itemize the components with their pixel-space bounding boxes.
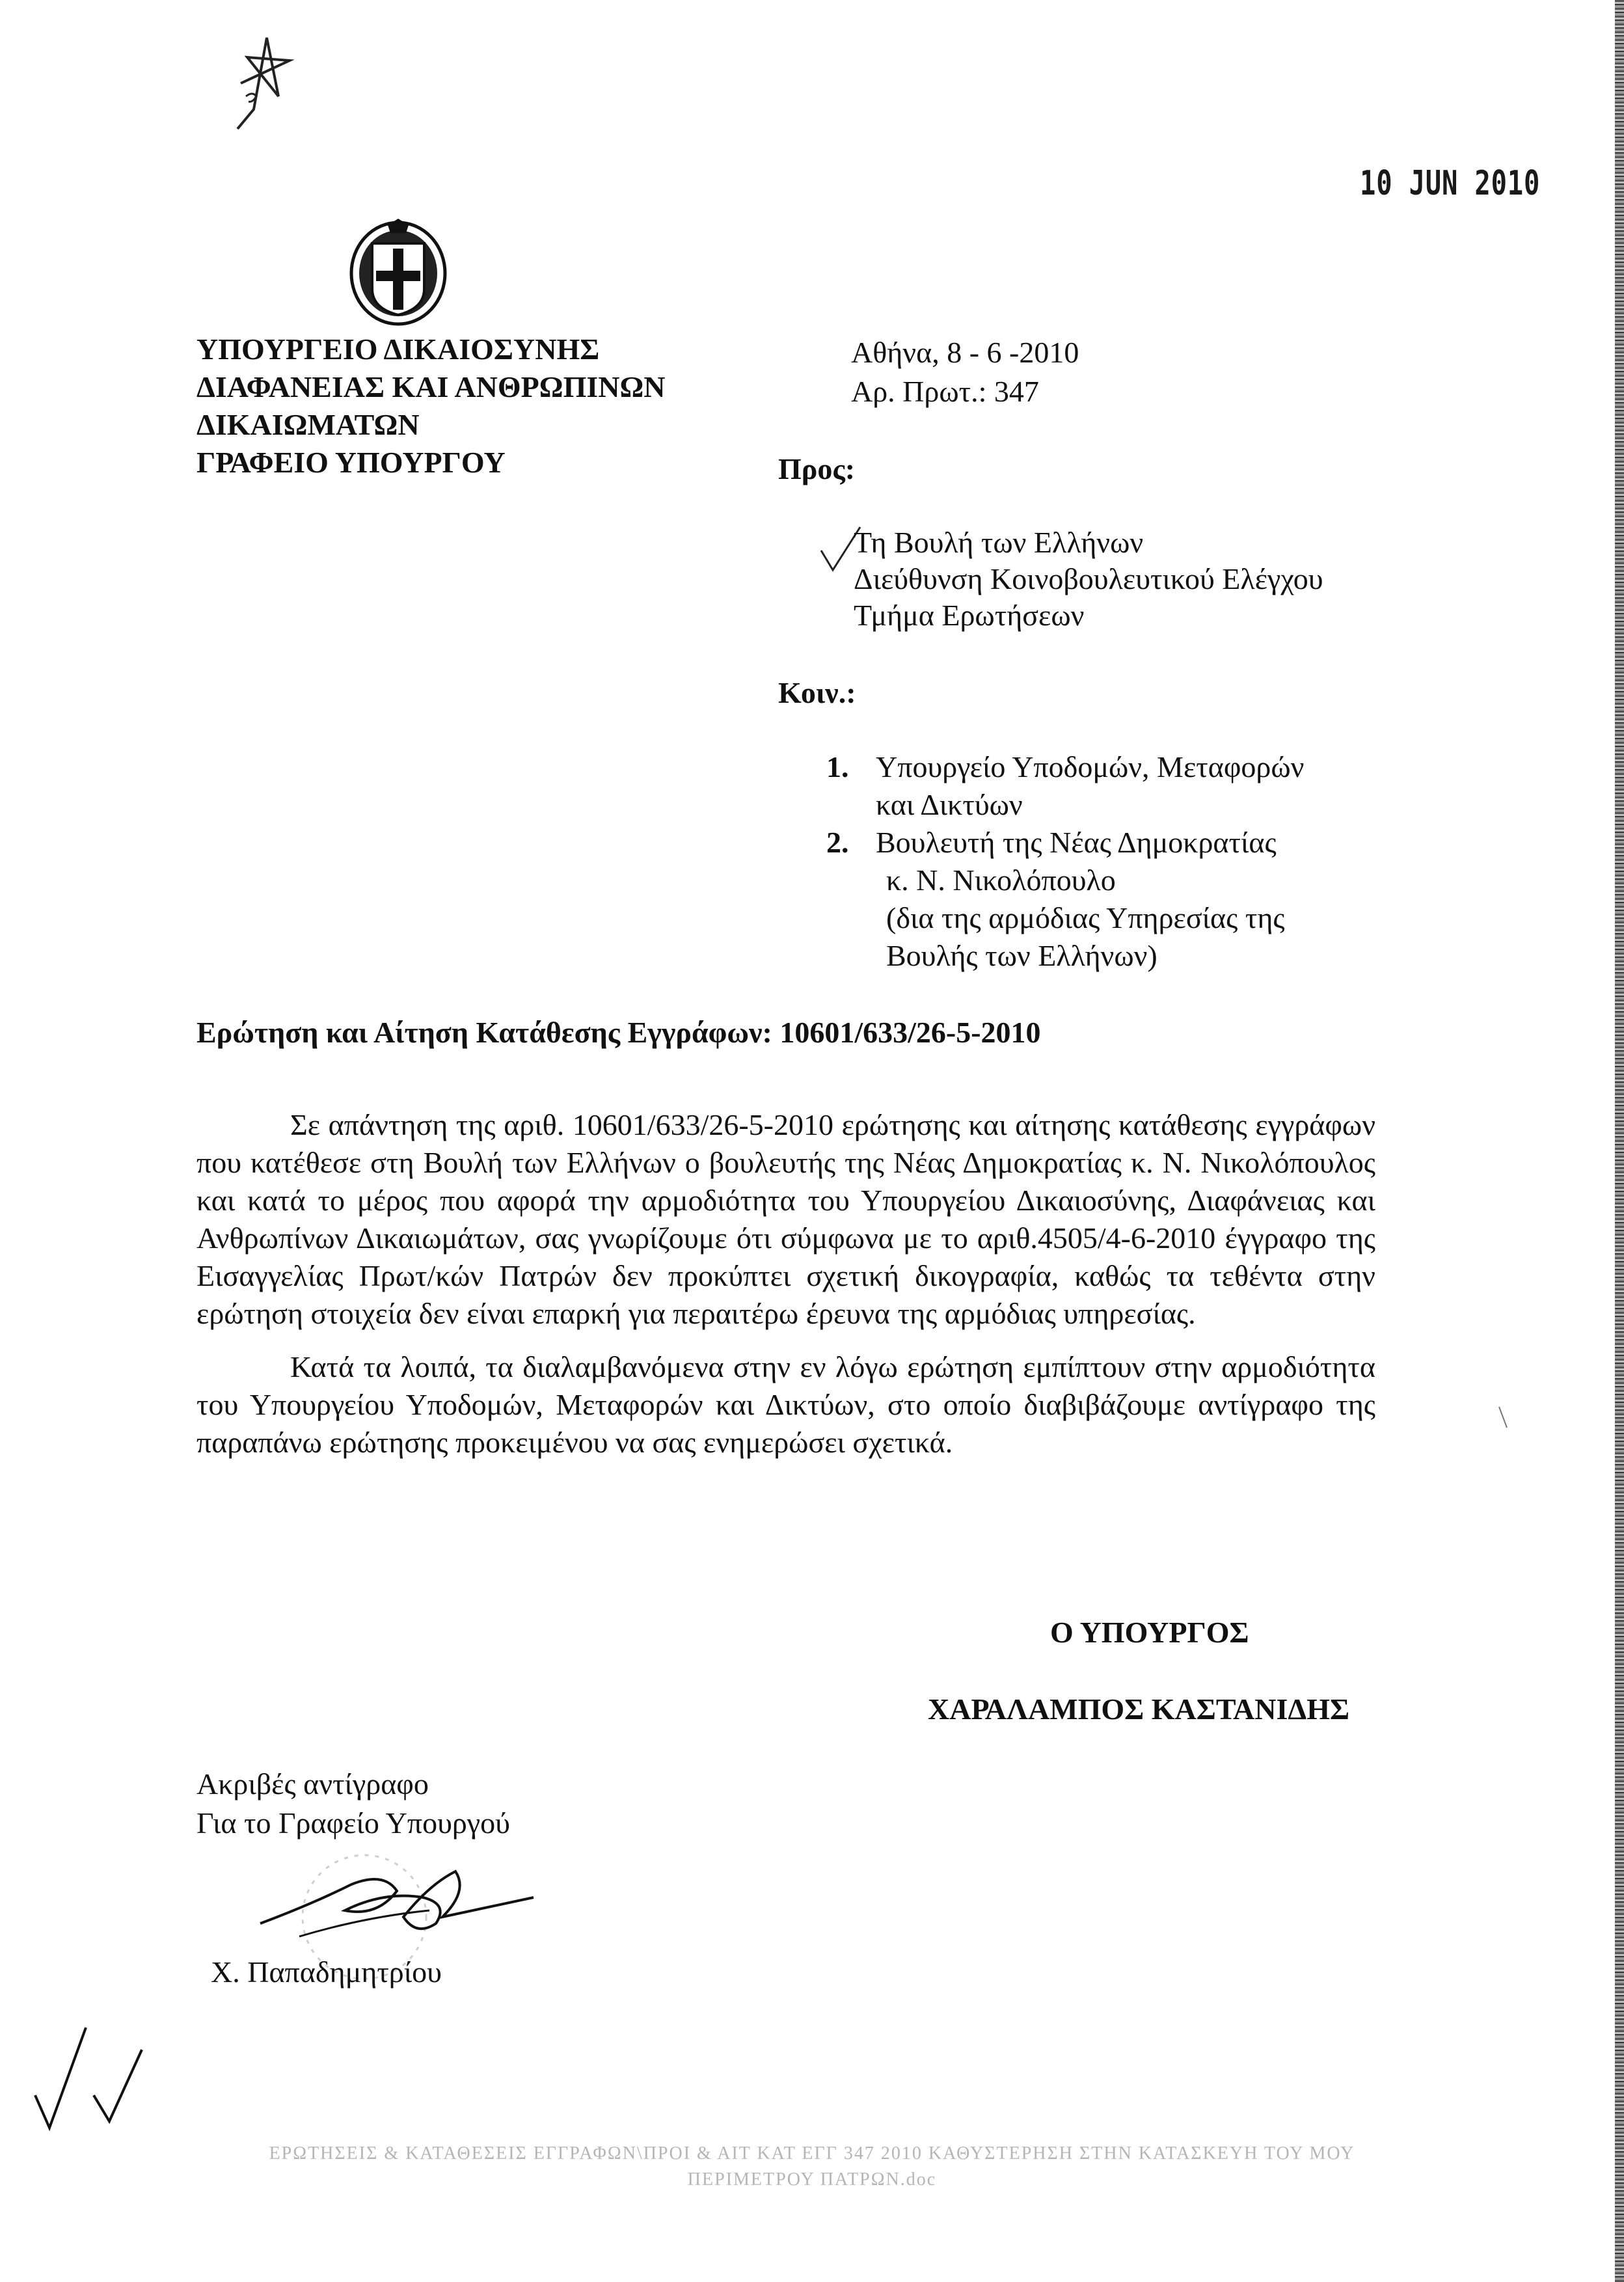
clerk-name: Χ. Παπαδημητρίου bbox=[211, 1955, 442, 1989]
date-block bbox=[851, 333, 1079, 411]
list-item bbox=[826, 824, 1304, 862]
cc-label: Κοιν.: bbox=[778, 676, 856, 709]
cc-item-line: Υπουργείο Υποδομών, Μεταφορών bbox=[876, 750, 1305, 783]
received-date-stamp: 10 JUN 2010 bbox=[1360, 164, 1541, 203]
letter-body bbox=[196, 1106, 1375, 1477]
body-paragraph: Κατά τα λοιπά, τα διαλαμβανόμενα στην εν λόγω ερώτηση εμπίπτουν στην αρμοδιότητα του Υπουργείου Υποδομών, Μεταφορών και Δικτύων, στο οποίο διαβιβάζουμε αντίγραφο της παραπάνω ερώτησης προκειμένου να σας ενημερώσει σχετικά. bbox=[196, 1350, 1375, 1459]
cc-item-line: και Δικτύων bbox=[876, 788, 1023, 821]
cc-item-number: 1. bbox=[826, 750, 849, 783]
ministry-line: ΥΠΟΥΡΓΕΙΟ ΔΙΚΑΙΟΣΥΝΗΣ bbox=[196, 333, 600, 366]
recipient-block bbox=[854, 524, 1323, 634]
file-path-footer bbox=[0, 2141, 1624, 2193]
stray-mark-icon bbox=[1496, 1404, 1509, 1430]
subject-line: Ερώτηση και Αίτηση Κατάθεσης Εγγράφων: 10601/633/26-5-2010 bbox=[196, 1016, 1041, 1049]
certified-copy-office: Για το Γραφείο Υπουργού bbox=[196, 1806, 510, 1840]
cc-item-number: 2. bbox=[826, 826, 849, 859]
cc-item-line: κ. Ν. Νικολόπουλο bbox=[886, 863, 1116, 897]
cc-item-line: Βουλευτή της Νέας Δημοκρατίας bbox=[876, 826, 1277, 859]
recipient-line: Τμήμα Ερωτήσεων bbox=[854, 599, 1085, 632]
file-path-line: ΕΡΩΤΗΣΕΙΣ & ΚΑΤΑΘΕΣΕΙΣ ΕΓΓΡΑΦΩΝ\ΠΡΟΙ & ΑΙΤ ΚΑΤ ΕΓΓ 347 2010 ΚΑΘΥΣΤΕΡΗΣΗ ΣΤΗΝ ΚΑΤΑΣΚΕΥΗ ΤΟΥ ΜΟΥ bbox=[269, 2143, 1355, 2164]
handwritten-mark-icon bbox=[228, 31, 299, 129]
file-path-line: ΠΕΡΙΜΕΤΡΟΥ ΠΑΤΡΩΝ.doc bbox=[687, 2169, 937, 2190]
protocol-number: Αρ. Πρωτ.: 347 bbox=[851, 375, 1039, 408]
cc-item-line: Βουλής των Ελλήνων) bbox=[886, 939, 1157, 972]
ministry-header bbox=[196, 331, 666, 482]
list-item bbox=[826, 748, 1304, 786]
greek-coat-of-arms-icon bbox=[349, 217, 448, 327]
body-paragraph: Σε απάντηση της αριθ. 10601/633/26-5-2010 ερώτησης και αίτησης κατάθεσης εγγράφων που κατέθεσε στη Βουλή των Ελλήνων ο βουλευτής της Νέας Δημοκρατίας κ. Ν. Νικολόπουλος και κατά το μέρος που αφορά την αρμοδιότητα του Υπουργείου Δικαιοσύνης, Διαφάνειας και Ανθρωπίνων Δικαιωμάτων, σας γνωρίζουμε ότι σύμφωνα με το αριθ.4505/4-6-2010 έγγραφο της Εισαγγελίας Πρωτ/κών Πατρών δεν προκύπτει σχετική δικογραφία, καθώς τα τεθέντα στην ερώτηση στοιχεία δεν είναι επαρκή για περαιτέρω έρευνα της αρμόδιας υπηρεσίας. bbox=[196, 1108, 1375, 1330]
ministry-line: ΓΡΑΦΕΙΟ ΥΠΟΥΡΓΟΥ bbox=[196, 446, 506, 479]
certified-copy-label: Ακριβές αντίγραφο bbox=[196, 1767, 429, 1800]
recipient-line: Τη Βουλή των Ελλήνων bbox=[854, 526, 1144, 559]
certified-copy-block bbox=[196, 1765, 510, 1843]
ministry-line: ΔΙΑΦΑΝΕΙΑΣ ΚΑΙ ΑΝΘΡΩΠΙΝΩΝ bbox=[196, 370, 666, 403]
to-label: Προς: bbox=[778, 452, 856, 485]
handwritten-check-icon bbox=[31, 2024, 148, 2134]
recipient-line: Διεύθυνση Κοινοβουλευτικού Ελέγχου bbox=[854, 562, 1323, 595]
scan-edge bbox=[1615, 0, 1624, 2282]
place-date: Αθήνα, 8 - 6 -2010 bbox=[851, 336, 1079, 369]
cc-item-line: (δια της αρμόδιας Υπηρεσίας της bbox=[886, 901, 1285, 934]
signer-name: ΧΑΡΑΛΑΜΠΟΣ ΚΑΣΤΑΝΙΔΗΣ bbox=[928, 1692, 1350, 1726]
cc-list bbox=[826, 748, 1304, 975]
ministry-line: ΔΙΚΑΙΩΜΑΤΩΝ bbox=[196, 408, 420, 441]
signer-title: Ο ΥΠΟΥΡΓΟΣ bbox=[1050, 1616, 1249, 1649]
